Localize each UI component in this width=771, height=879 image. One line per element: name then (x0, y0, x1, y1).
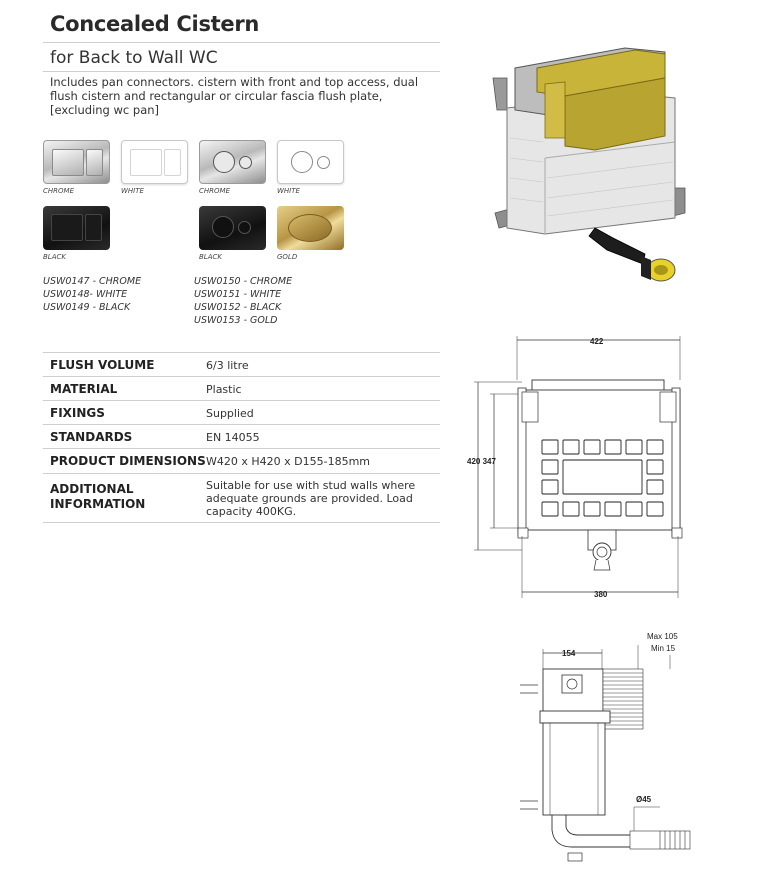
plate-caption: WHITE (277, 187, 300, 195)
page-title: Concealed Cistern (50, 12, 260, 36)
dim-min: Min 15 (651, 644, 676, 653)
plate-caption: BLACK (43, 253, 66, 261)
product-code: USW0153 - GOLD (194, 315, 278, 326)
dim-depth: 154 (562, 649, 576, 658)
spec-value: Plastic (206, 383, 242, 396)
spec-row (43, 353, 440, 377)
product-code: USW0152 - BLACK (194, 302, 282, 313)
spec-value: EN 14055 (206, 431, 260, 444)
spec-label: STANDARDS (50, 430, 133, 444)
dim-diameter: Ø45 (636, 795, 652, 804)
spec-value: 6/3 litre (206, 359, 249, 372)
subtitle-divider (43, 71, 440, 72)
dim-width-top: 422 (590, 337, 604, 346)
spec-value: W420 x H420 x D155-185mm (206, 455, 371, 468)
dim-width-bottom: 380 (594, 590, 608, 599)
plate-caption: GOLD (277, 253, 298, 261)
flush-plate-black-rect (43, 206, 110, 250)
flush-plate-chrome-rect (43, 140, 110, 184)
product-codes-circular (194, 275, 292, 327)
product-code: USW0150 - CHROME (194, 276, 293, 287)
spec-label: MATERIAL (50, 382, 118, 396)
dim-height: 420 347 (467, 457, 496, 466)
dim-max: Max 105 (647, 632, 678, 641)
flush-plate-white-rect (121, 140, 188, 184)
plate-caption: CHROME (199, 187, 230, 195)
spec-row (43, 401, 440, 425)
flush-plate-black-circ (199, 206, 266, 250)
product-code: USW0151 - WHITE (194, 289, 282, 300)
spec-row (43, 425, 440, 449)
spec-row (43, 377, 440, 401)
product-description: Includes pan connectors. cistern with front and top access, dual flush cistern and rectangular or circular fascia flush plate, [excluding wc pan] (50, 75, 419, 117)
spec-value: Suitable for use with stud walls where adequate grounds are provided. Load capacity 400KG. (206, 479, 416, 518)
cistern-product-image (485, 38, 695, 288)
side-elevation-drawing (510, 625, 700, 870)
product-code: USW0147 - CHROME (43, 276, 142, 287)
spec-row (43, 449, 440, 474)
flush-plate-chrome-circ (199, 140, 266, 184)
flush-plate-gold-circ (277, 206, 344, 250)
front-elevation-drawing (462, 330, 702, 605)
product-codes-rectangular (43, 275, 141, 314)
spec-value: Supplied (206, 407, 254, 420)
spec-label: FIXINGS (50, 406, 105, 420)
plate-caption: BLACK (199, 253, 222, 261)
plate-caption: CHROME (43, 187, 74, 195)
spec-table (43, 352, 440, 523)
spec-label: PRODUCT DIMENSIONS (50, 454, 206, 468)
flush-plate-white-circ (277, 140, 344, 184)
product-code: USW0149 - BLACK (43, 302, 131, 313)
plate-caption: WHITE (121, 187, 144, 195)
spec-row (43, 474, 440, 523)
spec-label: FLUSH VOLUME (50, 358, 155, 372)
title-divider (43, 42, 440, 43)
page-subtitle: for Back to Wall WC (50, 48, 218, 68)
product-code: USW0148- WHITE (43, 289, 128, 300)
spec-label: ADDITIONAL INFORMATION (50, 482, 146, 511)
